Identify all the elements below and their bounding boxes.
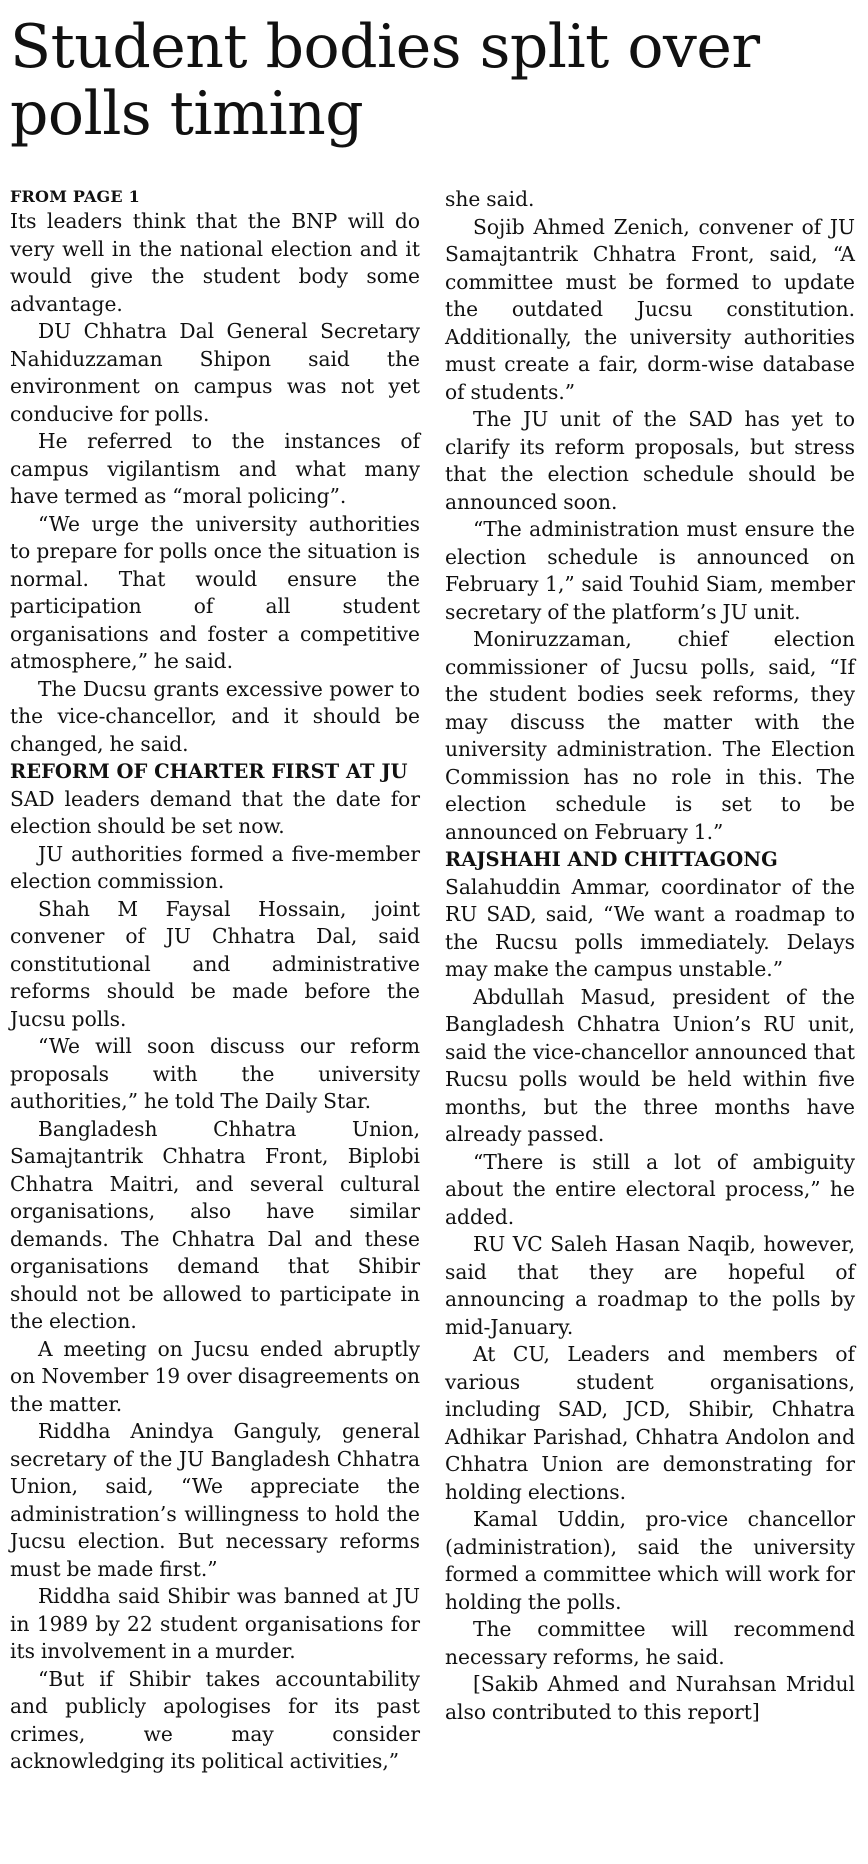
- article-paragraph: “We urge the university authorities to prepare for polls once the situation is normal. That would ensure the participation of all student organisations and foster a competitive atmosphere,” he said.: [10, 511, 420, 673]
- article-paragraph: SAD leaders demand that the date for election should be set now.: [10, 786, 420, 838]
- article-paragraph: Its leaders think that the BNP will do very well in the national election and it would give the student body some advantage.: [10, 209, 420, 316]
- article-paragraph: “We will soon discuss our reform proposals with the university authorities,” he told The Daily Star.: [10, 1034, 420, 1113]
- article-paragraph: RU VC Saleh Hasan Naqib, however, said that they are hopeful of announcing a roadmap to the polls by mid-January.: [445, 1232, 855, 1339]
- subheading: REFORM OF CHARTER FIRST AT JU: [10, 760, 408, 783]
- headline: Student bodies split over polls timing: [10, 12, 760, 149]
- article-paragraph: Kamal Uddin, pro-vice chancellor (administration), said the university formed a committee which will work for holding the polls.: [445, 1507, 855, 1614]
- article-paragraph: Abdullah Masud, president of the Bangladesh Chhatra Union’s RU unit, said the vice-chancellor announced that Rucsu polls would be held within five months, but the three months have already passed.: [445, 984, 855, 1146]
- article-column-left: [10, 186, 420, 1776]
- article-paragraph: Salahuddin Ammar, coordinator of the RU SAD, said, “We want a roadmap to the Rucsu polls immediately. Delays may make the campus unstable.”: [445, 874, 855, 981]
- article-column-right: [445, 186, 855, 1726]
- article-paragraph: “There is still a lot of ambiguity about the entire electoral process,” he added.: [445, 1149, 855, 1229]
- subheading: RAJSHAHI AND CHITTAGONG: [445, 848, 778, 871]
- article-paragraph: JU authorities formed a five-member election commission.: [10, 841, 420, 893]
- article-paragraph: Bangladesh Chhatra Union, Samajtantrik Chhatra Front, Biplobi Chhatra Maitri, and several cultural organisations, also have similar demands. The Chhatra Dal and these organisations demand that Shibir should not be allowed to participate in the election.: [10, 1116, 420, 1333]
- article-paragraph: The Ducsu grants excessive power to the vice-chancellor, and it should be changed, he said.: [10, 676, 420, 756]
- article-paragraph: Shah M Faysal Hossain, joint convener of JU Chhatra Dal, said constitutional and administrative reforms should be made before the Jucsu polls.: [10, 896, 420, 1031]
- article-paragraph: Riddha said Shibir was banned at JU in 1989 by 22 student organisations for its involvement in a murder.: [10, 1584, 420, 1663]
- article-paragraph: He referred to the instances of campus vigilantism and what many have termed as “moral policing”.: [10, 429, 420, 508]
- article-paragraph: she said.: [445, 187, 535, 211]
- kicker-from-page-1: FROM PAGE 1: [10, 187, 140, 206]
- article-paragraph: “The administration must ensure the election schedule is announced on February 1,” said Touhid Siam, member secretary of the platform’s JU unit.: [445, 517, 855, 624]
- article-paragraph: [Sakib Ahmed and Nurahsan Mridul also contributed to this report]: [445, 1672, 855, 1724]
- article-paragraph: The committee will recommend necessary reforms, he said.: [445, 1617, 855, 1669]
- article-paragraph: “But if Shibir takes accountability and publicly apologises for its past crimes, we may consider acknowledging its political activities,”: [10, 1666, 420, 1773]
- article-paragraph: DU Chhatra Dal General Secretary Nahiduzzaman Shipon said the environment on campus was not yet conducive for polls.: [10, 319, 420, 426]
- article-paragraph: Moniruzzaman, chief election commissioner of Jucsu polls, said, “If the student bodies seek reforms, they may discuss the matter with the university administration. The Election Commission has no role in this. The election schedule is set to be announced on February 1.”: [445, 627, 855, 844]
- article-paragraph: The JU unit of the SAD has yet to clarify its reform proposals, but stress that the election schedule should be announced soon.: [445, 407, 855, 514]
- article-paragraph: Riddha Anindya Ganguly, general secretary of the JU Bangladesh Chhatra Union, said, “We appreciate the administration’s willingness to hold the Jucsu election. But necessary reforms must be made first.”: [10, 1419, 420, 1581]
- article-paragraph: Sojib Ahmed Zenich, convener of JU Samajtantrik Chhatra Front, said, “A committee must be formed to update the outdated Jucsu constitution. Additionally, the university authorities must create a fair, dorm-wise database of students.”: [445, 214, 855, 404]
- article-paragraph: At CU, Leaders and members of various student organisations, including SAD, JCD, Shibir, Chhatra Adhikar Parishad, Chhatra Andolon and Chhatra Union are demonstrating for holding elections.: [445, 1342, 855, 1504]
- article-paragraph: A meeting on Jucsu ended abruptly on November 19 over disagreements on the matter.: [10, 1336, 420, 1416]
